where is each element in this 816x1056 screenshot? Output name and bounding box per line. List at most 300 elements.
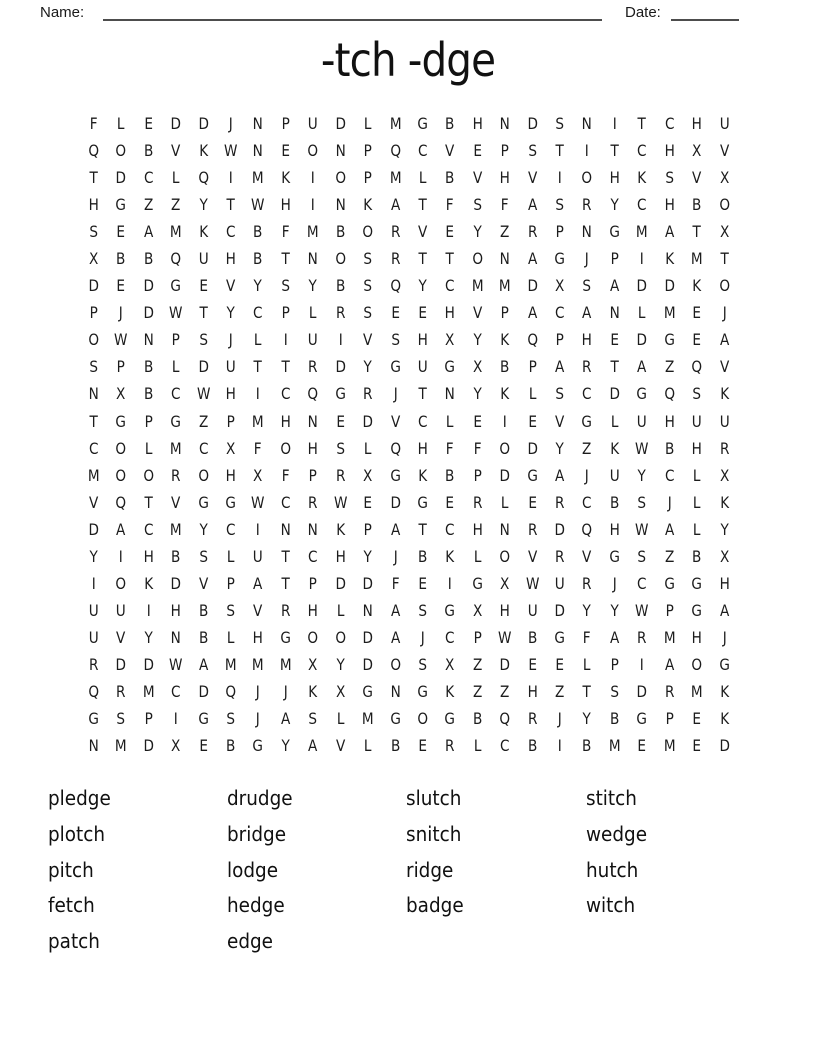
grid-letter: B bbox=[143, 249, 154, 269]
grid-letter: M bbox=[115, 736, 127, 756]
grid-letter: E bbox=[445, 492, 455, 512]
grid-letter: A bbox=[253, 573, 263, 593]
grid-letter: E bbox=[199, 276, 208, 296]
grid-letter: Y bbox=[363, 546, 373, 566]
grid-letter: S bbox=[199, 546, 208, 566]
grid-letter: X bbox=[719, 465, 729, 485]
grid-letter: O bbox=[335, 627, 346, 647]
grid-letter: R bbox=[390, 249, 401, 269]
grid-letter: D bbox=[362, 411, 374, 431]
grid-letter: H bbox=[472, 114, 483, 134]
grid-letter: L bbox=[172, 357, 180, 377]
grid-letter: W bbox=[196, 384, 211, 404]
grid-letter: D bbox=[115, 168, 127, 188]
grid-letter: J bbox=[722, 303, 727, 323]
grid-letter: W bbox=[333, 492, 348, 512]
grid-letter: K bbox=[719, 682, 729, 701]
grid-letter: Y bbox=[637, 465, 647, 485]
grid-letter: Q bbox=[664, 384, 675, 404]
grid-letter: T bbox=[445, 249, 455, 269]
grid-letter: L bbox=[528, 384, 537, 404]
grid-letter: O bbox=[115, 141, 127, 161]
grid-letter: R bbox=[363, 384, 373, 404]
grid-letter: A bbox=[390, 600, 400, 620]
word-list-column bbox=[227, 781, 406, 960]
grid-letter: Z bbox=[582, 438, 592, 458]
grid-letter: N bbox=[362, 600, 373, 620]
grid-letter: H bbox=[280, 195, 291, 215]
grid-letter: V bbox=[89, 492, 99, 512]
word-list-item: bridge bbox=[227, 821, 287, 846]
grid-letter: W bbox=[525, 573, 540, 593]
grid-letter: A bbox=[308, 736, 318, 756]
word-search-grid bbox=[80, 110, 738, 760]
grid-letter: O bbox=[307, 141, 319, 161]
grid-letter: P bbox=[610, 249, 619, 269]
grid-letter: A bbox=[527, 303, 538, 323]
grid-letter: R bbox=[527, 519, 538, 539]
grid-letter: L bbox=[336, 709, 345, 729]
grid-letter: Q bbox=[88, 141, 100, 161]
grid-letter: A bbox=[390, 519, 400, 539]
grid-letter: E bbox=[116, 222, 126, 242]
grid-letter: S bbox=[116, 709, 126, 729]
grid-letter: J bbox=[228, 330, 233, 350]
grid-letter: H bbox=[527, 682, 538, 701]
grid-letter: K bbox=[445, 682, 455, 701]
grid-letter: P bbox=[555, 222, 564, 242]
grid-letter: A bbox=[609, 276, 620, 296]
grid-letter: D bbox=[335, 357, 346, 377]
grid-letter: D bbox=[499, 465, 511, 485]
grid-letter: G bbox=[198, 492, 209, 512]
grid-letter: B bbox=[500, 357, 510, 377]
grid-letter: G bbox=[691, 573, 703, 593]
word-list-item: plotch bbox=[48, 821, 106, 846]
grid-letter: B bbox=[198, 627, 209, 647]
grid-letter: S bbox=[226, 600, 236, 620]
grid-letter: D bbox=[554, 600, 566, 620]
grid-letter: K bbox=[144, 573, 153, 593]
grid-letter: K bbox=[719, 384, 729, 404]
grid-letter: D bbox=[88, 276, 99, 296]
grid-letter: H bbox=[225, 249, 236, 269]
grid-letter: N bbox=[335, 195, 346, 215]
grid-letter: Z bbox=[198, 411, 209, 431]
grid-letter: M bbox=[389, 114, 402, 134]
grid-letter: Q bbox=[581, 519, 593, 539]
grid-letter: M bbox=[170, 438, 182, 458]
grid-letter: R bbox=[445, 736, 455, 756]
grid-letter: O bbox=[417, 709, 429, 729]
grid-letter: B bbox=[143, 384, 154, 404]
grid-letter: B bbox=[692, 195, 702, 215]
grid-letter: S bbox=[582, 276, 592, 296]
grid-letter: O bbox=[499, 546, 511, 566]
grid-letter: I bbox=[311, 168, 316, 188]
grid-letter: C bbox=[308, 546, 318, 566]
grid-letter: Y bbox=[254, 276, 263, 296]
grid-letter: S bbox=[418, 654, 428, 674]
grid-letter: D bbox=[554, 519, 566, 539]
grid-letter: E bbox=[555, 654, 565, 674]
grid-letter: X bbox=[500, 573, 510, 593]
grid-letter: N bbox=[253, 141, 264, 161]
grid-letter: Q bbox=[170, 249, 182, 269]
grid-letter: U bbox=[691, 411, 702, 431]
grid-letter: C bbox=[637, 141, 647, 161]
grid-letter: V bbox=[198, 573, 209, 593]
grid-letter: I bbox=[119, 546, 124, 566]
grid-letter: L bbox=[226, 546, 235, 566]
grid-letter: N bbox=[582, 114, 593, 134]
grid-letter: T bbox=[199, 303, 208, 323]
grid-letter: S bbox=[281, 276, 290, 296]
grid-letter: T bbox=[610, 141, 619, 161]
grid-letter: M bbox=[307, 222, 319, 242]
grid-letter: T bbox=[144, 492, 153, 512]
grid-letter: X bbox=[719, 168, 729, 188]
grid-letter: A bbox=[390, 627, 400, 647]
grid-letter: K bbox=[500, 330, 510, 350]
grid-letter: V bbox=[390, 411, 400, 431]
grid-letter: H bbox=[225, 384, 236, 404]
grid-letter: C bbox=[280, 384, 291, 404]
grid-letter: S bbox=[226, 709, 236, 729]
grid-letter: S bbox=[637, 492, 647, 512]
grid-letter: S bbox=[665, 168, 674, 188]
grid-letter: P bbox=[117, 357, 126, 377]
grid-letter: Z bbox=[143, 195, 154, 215]
grid-letter: Q bbox=[499, 709, 511, 729]
word-list-item: hedge bbox=[227, 893, 285, 918]
grid-letter: R bbox=[335, 303, 346, 323]
grid-letter: Y bbox=[583, 709, 592, 729]
grid-letter: W bbox=[251, 195, 265, 215]
word-list-item: wedge bbox=[586, 821, 648, 846]
grid-letter: N bbox=[499, 519, 511, 539]
grid-letter: D bbox=[390, 492, 401, 512]
grid-letter: L bbox=[226, 627, 235, 647]
grid-letter: V bbox=[226, 276, 236, 296]
grid-letter: L bbox=[693, 492, 701, 512]
grid-letter: I bbox=[502, 411, 507, 431]
grid-letter: R bbox=[719, 438, 730, 458]
grid-letter: U bbox=[116, 600, 127, 620]
grid-letter: B bbox=[472, 709, 483, 729]
grid-letter: C bbox=[664, 114, 675, 134]
grid-letter: J bbox=[420, 627, 425, 647]
grid-letter: L bbox=[254, 330, 262, 350]
grid-letter: Y bbox=[199, 519, 208, 539]
grid-letter: L bbox=[144, 438, 153, 458]
grid-letter: D bbox=[636, 276, 648, 296]
grid-letter: C bbox=[417, 411, 428, 431]
grid-letter: M bbox=[142, 682, 155, 701]
grid-letter: M bbox=[279, 654, 292, 674]
grid-letter: L bbox=[693, 465, 701, 485]
grid-letter: Q bbox=[115, 492, 127, 512]
grid-letter: T bbox=[418, 519, 427, 539]
grid-letter: M bbox=[252, 168, 265, 188]
grid-letter: D bbox=[609, 384, 620, 404]
grid-letter: C bbox=[555, 303, 565, 323]
grid-letter: V bbox=[116, 627, 126, 647]
grid-letter: D bbox=[636, 330, 648, 350]
grid-letter: H bbox=[143, 546, 154, 566]
grid-letter: X bbox=[89, 249, 99, 269]
grid-letter: D bbox=[170, 573, 182, 593]
grid-letter: Y bbox=[555, 438, 564, 458]
grid-letter: N bbox=[307, 249, 319, 269]
grid-letter: R bbox=[472, 492, 483, 512]
page-title: -tch -dge bbox=[320, 33, 496, 87]
grid-letter: J bbox=[393, 384, 398, 404]
grid-letter: C bbox=[226, 519, 236, 539]
grid-letter: R bbox=[308, 357, 318, 377]
grid-letter: H bbox=[88, 195, 99, 215]
grid-letter: H bbox=[499, 168, 511, 188]
grid-letter: K bbox=[719, 492, 729, 512]
grid-letter: P bbox=[308, 573, 318, 593]
grid-letter: B bbox=[143, 141, 154, 161]
grid-letter: F bbox=[254, 438, 263, 458]
grid-letter: C bbox=[445, 627, 455, 647]
grid-letter: K bbox=[335, 519, 345, 539]
grid-letter: V bbox=[472, 168, 483, 188]
grid-letter: R bbox=[280, 600, 291, 620]
grid-letter: G bbox=[390, 357, 401, 377]
grid-letter: M bbox=[690, 682, 703, 701]
grid-letter: E bbox=[473, 411, 482, 431]
grid-letter: K bbox=[198, 141, 208, 161]
grid-letter: H bbox=[691, 114, 702, 134]
grid-letter: G bbox=[335, 384, 346, 404]
grid-letter: O bbox=[280, 438, 291, 458]
grid-letter: H bbox=[280, 411, 291, 431]
grid-letter: U bbox=[253, 546, 264, 566]
grid-letter: A bbox=[555, 357, 565, 377]
grid-letter: C bbox=[143, 168, 154, 188]
grid-letter: O bbox=[88, 330, 100, 350]
grid-letter: G bbox=[691, 600, 703, 620]
grid-letter: O bbox=[115, 573, 127, 593]
grid-letter: I bbox=[557, 736, 562, 756]
grid-letter: C bbox=[88, 438, 99, 458]
grid-letter: S bbox=[610, 682, 619, 701]
grid-letter: X bbox=[335, 682, 346, 701]
grid-letter: N bbox=[143, 330, 154, 350]
grid-letter: O bbox=[362, 222, 374, 242]
grid-letter: H bbox=[444, 303, 456, 323]
grid-letter: H bbox=[664, 411, 675, 431]
name-label: Name: bbox=[40, 4, 85, 21]
grid-letter: L bbox=[309, 303, 317, 323]
grid-letter: O bbox=[499, 438, 511, 458]
grid-letter: P bbox=[665, 709, 674, 729]
grid-letter: J bbox=[256, 709, 261, 729]
grid-letter: B bbox=[335, 222, 346, 242]
grid-letter: B bbox=[335, 276, 346, 296]
grid-letter: T bbox=[720, 249, 729, 269]
grid-letter: D bbox=[527, 276, 538, 296]
grid-letter: V bbox=[445, 141, 455, 161]
grid-letter: V bbox=[253, 600, 263, 620]
grid-letter: P bbox=[500, 141, 510, 161]
grid-letter: B bbox=[253, 249, 263, 269]
grid-letter: V bbox=[335, 736, 346, 756]
grid-letter: G bbox=[554, 249, 566, 269]
grid-letter: C bbox=[500, 736, 510, 756]
grid-letter: T bbox=[89, 168, 98, 188]
grid-letter: M bbox=[170, 222, 182, 242]
grid-letter: J bbox=[119, 303, 124, 323]
grid-letter: W bbox=[169, 303, 183, 323]
grid-letter: L bbox=[473, 546, 482, 566]
name-blank-line bbox=[103, 1, 602, 21]
grid-letter: J bbox=[393, 546, 398, 566]
grid-letter: S bbox=[418, 600, 428, 620]
grid-letter: X bbox=[445, 654, 455, 674]
grid-letter: X bbox=[719, 222, 729, 242]
grid-letter: C bbox=[171, 682, 181, 701]
grid-letter: O bbox=[335, 249, 346, 269]
grid-letter: P bbox=[528, 357, 537, 377]
grid-letter: T bbox=[418, 195, 427, 215]
word-list-item: pledge bbox=[48, 786, 111, 810]
grid-letter: K bbox=[445, 546, 455, 566]
grid-letter: L bbox=[638, 303, 646, 323]
grid-letter: V bbox=[418, 222, 428, 242]
grid-letter: I bbox=[640, 654, 645, 674]
grid-letter: R bbox=[582, 573, 592, 593]
grid-letter: Y bbox=[720, 519, 729, 539]
grid-letter: A bbox=[664, 222, 675, 242]
grid-letter: O bbox=[581, 168, 593, 188]
grid-letter: H bbox=[417, 438, 428, 458]
grid-letter: U bbox=[308, 330, 319, 350]
grid-letter: E bbox=[610, 330, 619, 350]
grid-letter: G bbox=[554, 627, 566, 647]
grid-letter: I bbox=[640, 249, 645, 269]
grid-letter: N bbox=[335, 141, 346, 161]
grid-letter: E bbox=[692, 709, 702, 729]
grid-letter: R bbox=[116, 682, 126, 701]
grid-letter: G bbox=[225, 492, 237, 512]
grid-letter: I bbox=[311, 195, 316, 215]
grid-letter: M bbox=[224, 654, 237, 674]
grid-letter: V bbox=[527, 546, 538, 566]
grid-letter: F bbox=[501, 195, 509, 215]
grid-letter: D bbox=[143, 654, 154, 674]
grid-letter: X bbox=[445, 330, 455, 350]
grid-letter: T bbox=[610, 357, 619, 377]
grid-letter: R bbox=[664, 682, 675, 701]
grid-letter: S bbox=[555, 195, 565, 215]
grid-letter: Y bbox=[473, 330, 482, 350]
grid-letter: F bbox=[446, 195, 455, 215]
grid-letter: N bbox=[445, 384, 456, 404]
grid-letter: N bbox=[253, 114, 264, 134]
grid-letter: C bbox=[445, 276, 455, 296]
grid-letter: I bbox=[338, 330, 343, 350]
grid-letter: R bbox=[390, 222, 401, 242]
grid-letter: F bbox=[89, 114, 98, 134]
grid-letter: K bbox=[281, 168, 291, 188]
grid-letter: E bbox=[692, 330, 702, 350]
grid-letter: F bbox=[281, 222, 290, 242]
grid-letter: H bbox=[417, 330, 428, 350]
word-list-column bbox=[48, 781, 227, 960]
word-list-item: drudge bbox=[227, 786, 293, 810]
grid-letter: M bbox=[663, 736, 676, 756]
grid-letter: O bbox=[718, 276, 730, 296]
grid-letter: S bbox=[363, 249, 373, 269]
grid-letter: B bbox=[445, 114, 455, 134]
worksheet-header bbox=[0, 0, 816, 28]
grid-letter: E bbox=[418, 736, 427, 756]
grid-letter: L bbox=[583, 654, 591, 674]
grid-letter: O bbox=[198, 465, 209, 485]
grid-letter: M bbox=[499, 276, 511, 296]
grid-letter: V bbox=[582, 546, 592, 566]
word-list-item: lodge bbox=[227, 857, 279, 882]
grid-letter: X bbox=[116, 384, 126, 404]
grid-letter: H bbox=[609, 168, 620, 188]
grid-letter: R bbox=[582, 195, 592, 215]
grid-letter: T bbox=[281, 357, 290, 377]
grid-letter: K bbox=[418, 465, 428, 485]
grid-letter: G bbox=[609, 222, 620, 242]
grid-letter: H bbox=[691, 438, 702, 458]
grid-letter: Y bbox=[610, 195, 619, 215]
grid-letter: Q bbox=[389, 276, 401, 296]
grid-letter: M bbox=[252, 411, 265, 431]
grid-letter: R bbox=[555, 546, 565, 566]
grid-letter: K bbox=[198, 222, 208, 242]
grid-letter: N bbox=[390, 682, 401, 701]
grid-letter: X bbox=[555, 276, 565, 296]
grid-letter: B bbox=[609, 492, 620, 512]
grid-letter: A bbox=[143, 222, 154, 242]
grid-letter: S bbox=[336, 438, 345, 458]
grid-letter: E bbox=[281, 141, 290, 161]
grid-letter: Z bbox=[472, 654, 483, 674]
grid-letter: R bbox=[171, 465, 181, 485]
grid-letter: R bbox=[582, 357, 592, 377]
grid-letter: O bbox=[718, 195, 730, 215]
grid-letter: D bbox=[198, 114, 209, 134]
grid-letter: D bbox=[499, 654, 511, 674]
grid-letter: R bbox=[527, 709, 538, 729]
grid-letter: J bbox=[256, 682, 261, 701]
grid-letter: H bbox=[335, 546, 346, 566]
grid-letter: J bbox=[667, 492, 672, 512]
grid-letter: O bbox=[389, 654, 401, 674]
grid-letter: F bbox=[583, 627, 592, 647]
grid-letter: H bbox=[472, 519, 483, 539]
grid-letter: D bbox=[362, 573, 374, 593]
grid-letter: D bbox=[143, 736, 154, 756]
grid-letter: F bbox=[446, 438, 455, 458]
grid-letter: N bbox=[307, 411, 319, 431]
grid-letter: X bbox=[472, 357, 483, 377]
grid-letter: A bbox=[719, 600, 729, 620]
grid-letter: U bbox=[527, 600, 538, 620]
grid-letter: H bbox=[609, 519, 620, 539]
grid-letter: K bbox=[664, 249, 674, 269]
grid-letter: E bbox=[363, 492, 373, 512]
